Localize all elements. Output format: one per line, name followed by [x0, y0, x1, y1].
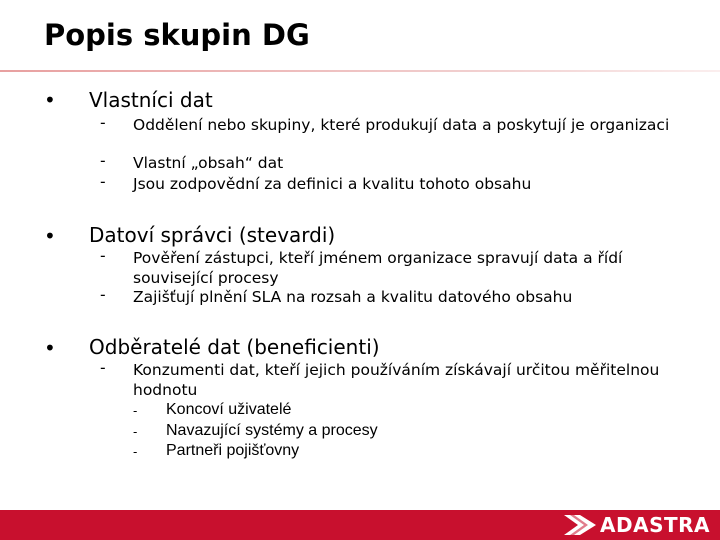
- bullet-marker: •: [44, 88, 56, 112]
- list-item: Pověření zástupci, kteří jménem organizace spravují data a řídí související procesy: [133, 249, 623, 287]
- footer-bar: [0, 510, 720, 540]
- arrow-logo-icon: [564, 515, 596, 535]
- dash-marker: -: [98, 113, 108, 132]
- logo-text: ADASTRA: [600, 513, 710, 537]
- dash-marker: -: [98, 246, 108, 265]
- list-item: Oddělení nebo skupiny, které produkují data a poskytují je organizaci: [133, 116, 670, 134]
- dash-marker: -: [98, 172, 108, 191]
- dash-marker-small: -: [133, 404, 138, 418]
- sub-list-item: Navazující systémy a procesy: [166, 422, 378, 439]
- bullet-marker: •: [44, 224, 56, 248]
- dash-marker: -: [98, 358, 108, 377]
- list-item: Konzumenti dat, kteří jejich používáním získávají určitou měřitelnou hodnotu: [133, 361, 660, 399]
- slide-title: Popis skupin DG: [44, 18, 310, 52]
- dash-marker-small: -: [133, 445, 138, 459]
- list-item: Vlastní „obsah“ dat: [133, 154, 284, 172]
- list-item: Zajišťují plnění SLA na rozsah a kvalitu datového obsahu: [133, 288, 573, 306]
- section-heading-stewards: Datoví správci (stevardi): [89, 223, 336, 247]
- title-divider: [0, 70, 720, 72]
- list-item: Jsou zodpovědní za definici a kvalitu tohoto obsahu: [133, 175, 532, 193]
- dash-marker-small: -: [133, 425, 138, 439]
- company-logo: [564, 513, 710, 537]
- dash-marker: -: [98, 285, 108, 304]
- section-heading-owners: Vlastníci dat: [89, 88, 213, 112]
- sub-list-item: Partneři pojišťovny: [166, 442, 300, 459]
- sub-list-item: Koncoví uživatelé: [166, 401, 292, 418]
- section-heading-beneficiaries: Odběratelé dat (beneficienti): [89, 335, 380, 359]
- bullet-marker: •: [44, 336, 56, 360]
- dash-marker: -: [98, 151, 108, 170]
